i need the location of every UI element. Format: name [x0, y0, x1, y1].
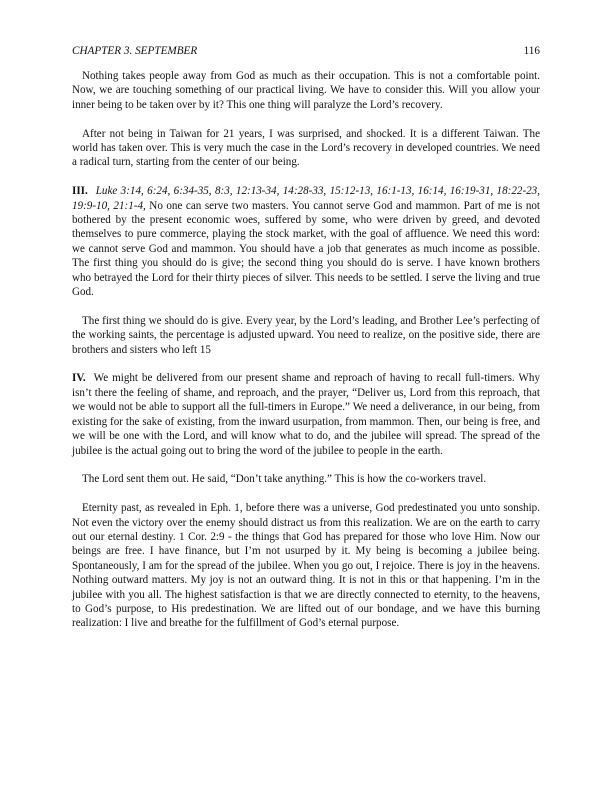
paragraph-occupation: Nothing takes people away from God as much as their occupation. This is not a comfortable point. Now, we are touching something of our practical living. We have to consider this. Will you allow your inner being to be taken over by it? This one thing will paralyze the Lord’s recovery. — [72, 70, 540, 111]
document-page — [72, 44, 540, 645]
chapter-title: CHAPTER 3. SEPTEMBER — [72, 45, 198, 57]
paragraph-taiwan: After not being in Taiwan for 21 years, I was surprised, and shocked. It is a different Taiwan. The world has taken over. This is very much the case in the Lord’s recovery in developed countries. We need a radical turn, starting from the center of our being. — [72, 127, 540, 169]
section-iii-paragraph — [72, 184, 540, 299]
section-iii-label: III. — [72, 185, 88, 198]
paragraph-give: The first thing we should do is give. Every year, by the Lord’s leading, and Brother Lee’s perfecting of the working saints, the percentage is adjusted upward. You need to realize, on the positive side, there are brothers and sisters who left 15 — [72, 314, 540, 356]
paragraph-sent-out: The Lord sent them out. He said, “Don’t take anything.” This is how the co-workers travel. — [82, 473, 487, 486]
page-number: 116 — [523, 45, 540, 57]
section-iv-text: We might be delivered from our present shame and reproach of having to recall full-timers. Why isn’t there the feeling of shame, and reproach, and the prayer, “Deliver us, Lord from this reproach, that we would not be able to support all the full-timers in Europe.” We need a deliverance, in our being, from existing for the sake of existing, from the inward usurpation, from mammon. Then, our being is free, and we will be one with the Lord, and will know what to do, and the jubilee will spread. The spread of the jubilee is the actual going out to bring the word of the jubilee to people in the earth. — [72, 372, 540, 457]
paragraph-eternity-past: Eternity past, as revealed in Eph. 1, before there was a universe, God predestinated you unto sonship. Not even the victory over the enemy should distract us from this realization. We are on the earth to carry out our eternal destiny. 1 Cor. 2:9 - the things that God has prepared for those who love Him. Now our beings are free. I have finance, but I’m not usurped by it. My being is becoming a jubilee being. Spontaneously, I am for the spread of the jubilee. When you go out, I rejoice. There is joy in the heavens. Nothing outward matters. My joy is not an outward thing. It is not in this or that happening. I’m in the jubilee with you all. The highest satisfaction is that we are directly connected to eternity, to the heavens, to God’s purpose, to His predestination. We are lifted out of our bondage, and we have this burning realization: I live and breathe for the fulfillment of God’s eternal purpose. — [72, 502, 540, 630]
section-iii-text: No one can serve two masters. You cannot serve God and mammon. Part of me is not bothered by the present economic woes, suffered by some, who were driven by greed, and devoted themselves to pure commerce, playing the stock market, with the goal of affluence. We need this word: we cannot serve God and mammon. You should have a job that generates as much income as possible. The first thing you should do is give; the second thing you should do is serve. I have known brothers who betrayed the Lord for their thirty pieces of silver. This needs to be settled. I serve the living and true God. — [72, 199, 540, 299]
running-header — [72, 44, 540, 59]
section-iv-label: IV. — [72, 372, 86, 385]
scripture-references: Luke 3:14, 6:24, 6:34-35, 8:3, 12:13-34, 14:28-33, 15:12-13, 16:1-13, 16:14, 16:19-31, 18:22-23, 19:9-10, 21:1-4, — [72, 185, 540, 212]
section-iv-paragraph — [72, 371, 540, 457]
